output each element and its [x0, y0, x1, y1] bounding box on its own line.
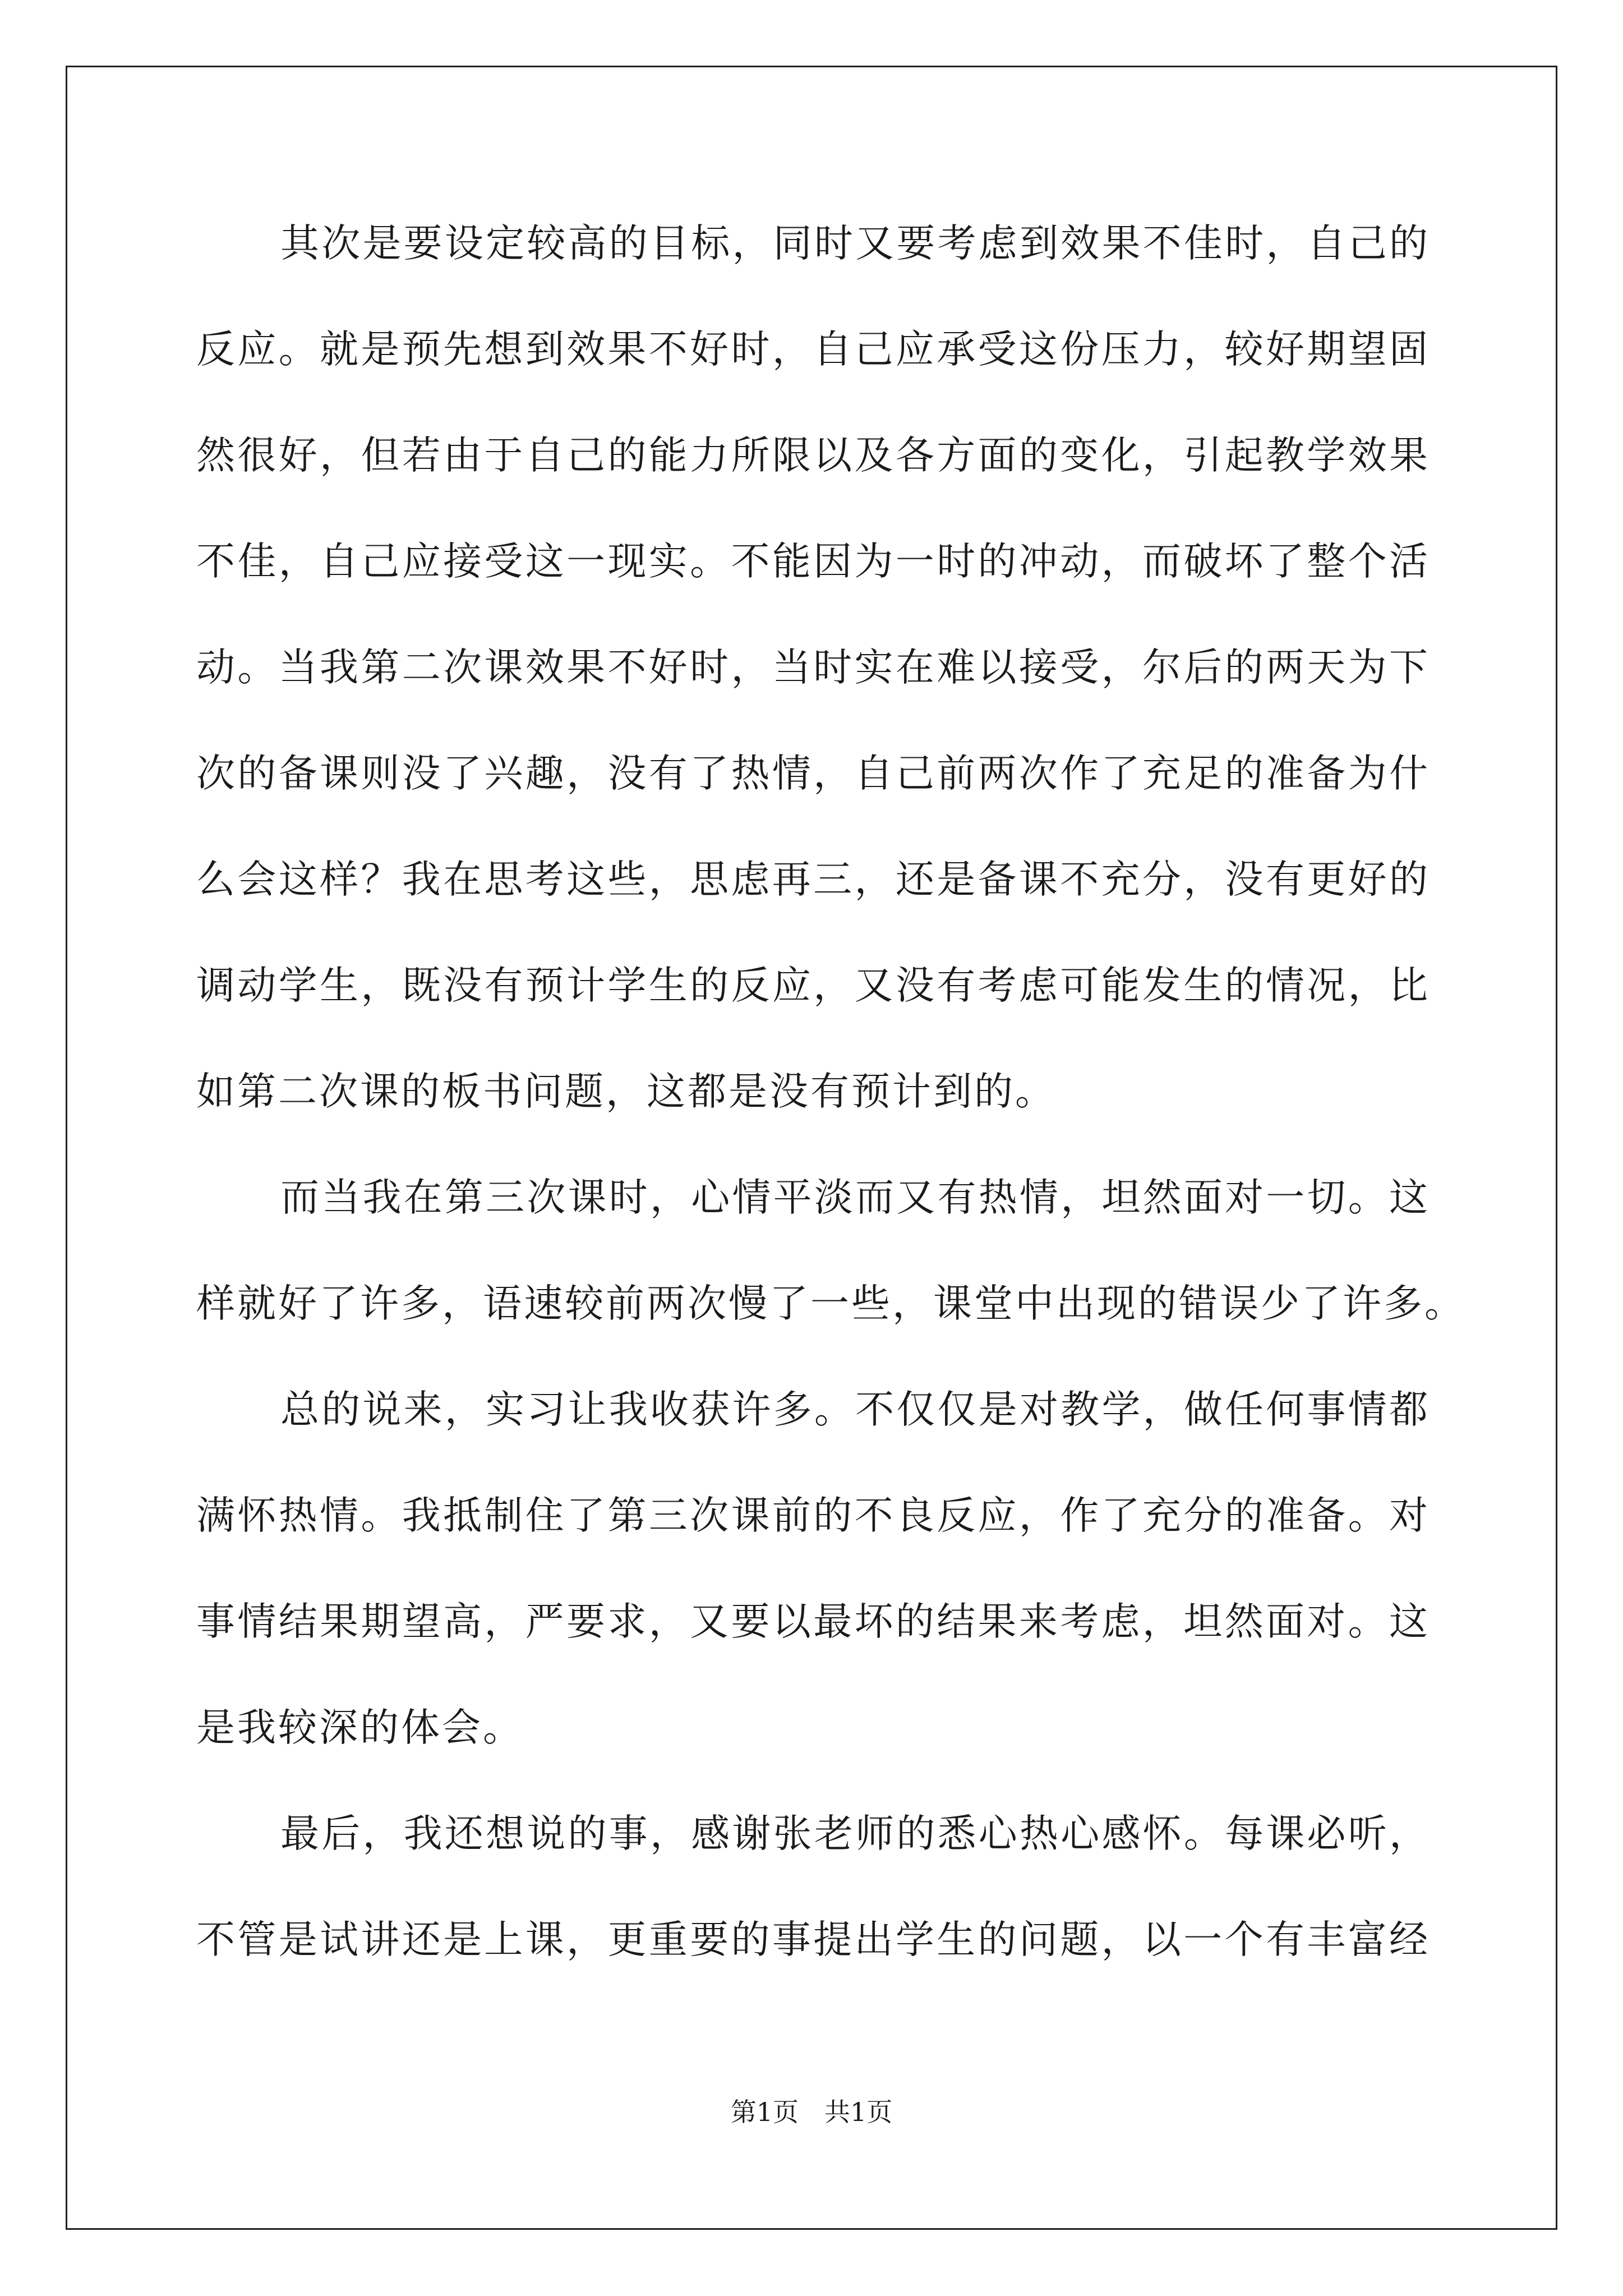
- text-line: 动。当我第二次课效果不好时，当时实在难以接受，尔后的两天为下: [196, 645, 1430, 690]
- text-line: 然很好，但若由于自己的能力所限以及各方面的变化，引起教学效果: [196, 433, 1430, 478]
- text-line: 反应。就是预先想到效果不好时，自己应承受这份压力，较好期望固: [196, 327, 1430, 372]
- text-line: 满怀热情。我抵制住了第三次课前的不良反应，作了充分的准备。对: [196, 1493, 1430, 1538]
- text-line: 事情结果期望高，严要求，又要以最坏的结果来考虑，坦然面对。这: [196, 1599, 1430, 1644]
- text-line: 样就好了许多，语速较前两次慢了一些，课堂中出现的错误少了许多。: [196, 1281, 1465, 1326]
- text-line: 总的说来，实习让我收获许多。不仅仅是对教学，做任何事情都: [280, 1387, 1430, 1432]
- text-line: 而当我在第三次课时，心情平淡而又有热情，坦然面对一切。这: [280, 1175, 1430, 1220]
- text-line: 不管是试讲还是上课，更重要的事提出学生的问题，以一个有丰富经: [196, 1917, 1430, 1962]
- text-line: 么会这样？我在思考这些，思虑再三，还是备课不充分，没有更好的: [196, 857, 1430, 902]
- text-line: 最后，我还想说的事，感谢张老师的悉心热心感怀。每课必听，: [280, 1811, 1430, 1856]
- document-body: [196, 221, 1465, 2027]
- text-line: 次的备课则没了兴趣，没有了热情，自己前两次作了充足的准备为什: [196, 751, 1430, 796]
- text-line: 其次是要设定较高的目标，同时又要考虑到效果不佳时，自己的: [280, 221, 1430, 266]
- page-number: 第1页 共1页: [730, 2097, 893, 2127]
- text-line: 如第二次课的板书问题，这都是没有预计到的。: [196, 1069, 1056, 1114]
- text-line: 是我较深的体会。: [196, 1705, 524, 1750]
- text-line: 不佳，自己应接受这一现实。不能因为一时的冲动，而破坏了整个活: [196, 539, 1430, 584]
- text-line: 调动学生，既没有预计学生的反应，又没有考虑可能发生的情况，比: [196, 963, 1430, 1008]
